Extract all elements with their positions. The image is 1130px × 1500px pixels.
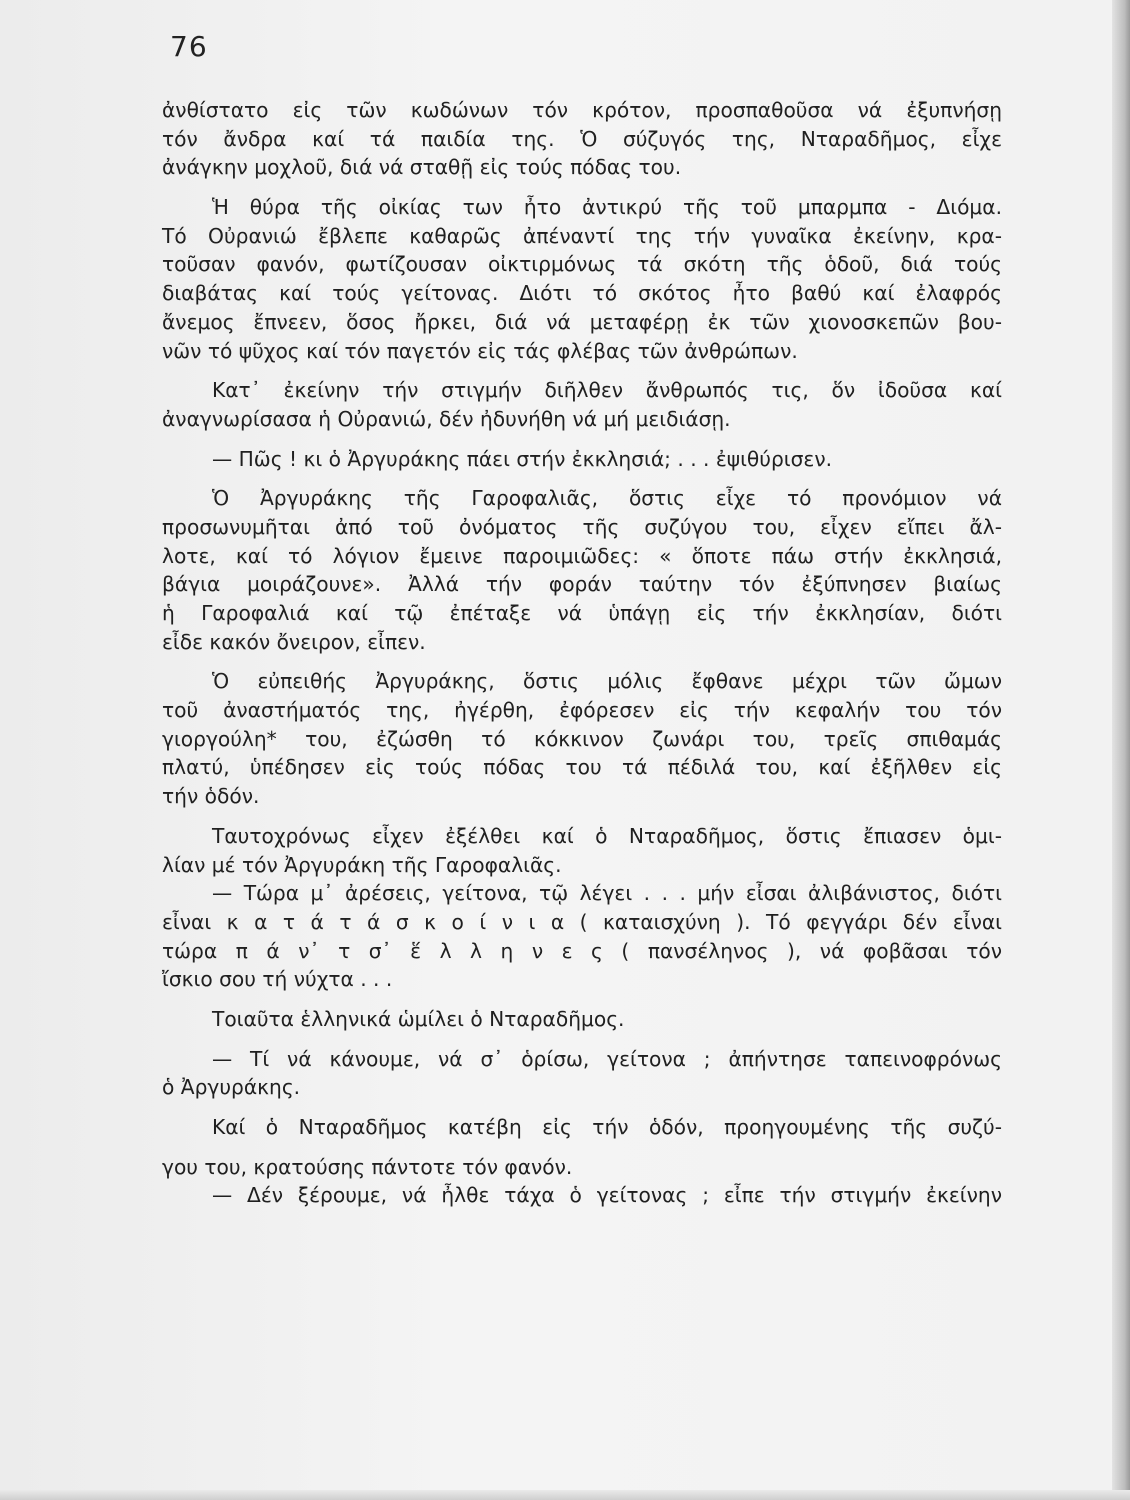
page-bottom-edge xyxy=(0,1490,1130,1500)
text-line: τήν ὁδόν. xyxy=(162,784,260,809)
text-line: τοῦ ἀναστήματός της, ἠγέρθη, ἐφόρεσεν εἰς τήν κεφαλήν του τόν xyxy=(162,698,1002,723)
text-line: ἀναγνωρίσασα ἡ Οὐρανιώ, δέν ἠδυνήθη νά μή μειδιάσῃ. xyxy=(162,406,731,431)
text-line: εἶναι κ α τ ά τ ά σ κ ο ί ν ι α ( καταισχύνη ). Τό φεγγάρι δέν εἶναι xyxy=(162,909,1002,934)
page-number: 76 xyxy=(170,30,208,63)
text-line: λίαν μέ τόν Ἀργυράκη τῆς Γαροφαλιᾶς. xyxy=(162,852,562,877)
text-line: Ταυτοχρόνως εἶχεν ἐξέλθει καί ὁ Νταραδῆμος, ὅστις ἔπιασεν ὁμι- xyxy=(212,823,1002,848)
text-line: ἴσκιο σου τή νύχτα . . . xyxy=(162,967,393,992)
text-line: τοῦσαν φανόν, φωτίζουσαν οἰκτιρμόνως τά σκότη τῆς ὁδοῦ, διά τούς xyxy=(162,252,1002,277)
text-line: εἶδε κακόν ὄνειρον, εἶπεν. xyxy=(162,629,426,654)
text-line: ὁ Ἀργυράκης. xyxy=(162,1075,301,1100)
text-line: γου του, κρατούσης πάντοτε τόν φανόν. xyxy=(162,1154,573,1179)
text-line: — Τί νά κάνουμε, νά σ᾽ ὁρίσω, γείτονα ; ἀπήντησε ταπεινοφρόνως xyxy=(212,1046,1002,1071)
text-line: Τό Οὐρανιώ ἔβλεπε καθαρῶς ἀπέναντί της τήν γυναῖκα ἐκείνην, κρα- xyxy=(162,223,1002,248)
paragraph-gap xyxy=(162,434,1002,445)
text-line: Κατ᾽ ἐκείνην τήν στιγμήν διῆλθεν ἄνθρωπός τις, ὅν ἰδοῦσα καί xyxy=(212,378,1002,403)
text-line: νῶν τό ψῦχος καί τόν παγετόν εἰς τάς φλέβας τῶν ἀνθρώπων. xyxy=(162,338,798,363)
paragraph-gap xyxy=(162,656,1002,667)
text-line: ἀνάγκην μοχλοῦ, διά νά σταθῇ εἰς τούς πόδας του. xyxy=(162,155,682,180)
paragraph-gap xyxy=(162,994,1002,1005)
text-line: διαβάτας καί τούς γείτονας. Διότι τό σκότος ἦτο βαθύ καί ἐλαφρός xyxy=(162,281,1002,306)
text-line: τόν ἄνδρα καί τά παιδία της. Ὁ σύζυγός της, Νταραδῆμος, εἶχε xyxy=(162,126,1002,151)
paragraph-gap xyxy=(162,1034,1002,1045)
text-line: Ὁ Ἀργυράκης τῆς Γαροφαλιᾶς, ὅστις εἶχε τό προνόμιον νά xyxy=(212,486,1002,511)
text-line: Καί ὁ Νταραδῆμος κατέβη εἰς τήν ὁδόν, προηγουμένης τῆς συζύ- xyxy=(212,1115,1002,1139)
text-line: βάγια μοιράζουνε». Ἀλλά τήν φοράν ταύτην τόν ἐξύπνησεν βιαίως xyxy=(162,572,1002,597)
text-line: ἀνθίστατο εἰς τῶν κωδώνων τόν κρότον, προσπαθοῦσα νά ἐξυπνήσῃ xyxy=(162,98,1002,122)
text-line: τώρα π ά ν᾽ τ σ᾽ ἕ λ λ η ν ε ς ( πανσέληνος ), νά φοβᾶσαι τόν xyxy=(162,938,1002,963)
text-line: πλατύ, ὑπέδησεν εἰς τούς πόδας του τά πέδιλά του, καί ἐξῆλθεν εἰς xyxy=(162,755,1002,780)
paragraph-gap xyxy=(162,1142,1002,1153)
text-line: προσωνυμῆται ἀπό τοῦ ὀνόματος τῆς συζύγου του, εἶχεν εἴπει ἄλ- xyxy=(162,514,1002,539)
text-line: γιοργούλη* του, ἐζώσθη τό κόκκινον ζωνάρι του, τρεῖς σπιθαμάς xyxy=(162,726,1002,751)
text-line: Ὁ εὐπειθής Ἀργυράκης, ὅστις μόλις ἔφθανε μέχρι τῶν ὤμων xyxy=(212,669,1002,694)
text-line: Ἡ θύρα τῆς οἰκίας των ἦτο ἀντικρύ τῆς τοῦ μπαρμπα - Διόμα. xyxy=(212,195,1002,220)
text-line: Τοιαῦτα ἑλληνικά ὡμίλει ὁ Νταραδῆμος. xyxy=(212,1006,625,1031)
paragraph-gap xyxy=(162,365,1002,376)
paragraph-gap xyxy=(162,811,1002,822)
paragraph-gap xyxy=(162,473,1002,484)
page-edge-shadow xyxy=(1112,0,1130,1500)
text-line: ἄνεμος ἔπνεεν, ὅσος ἤρκει, διά νά μεταφέρῃ ἐκ τῶν χιονοσκεπῶν βου- xyxy=(162,309,1002,334)
text-line: — Τώρα μ᾽ ἀρέσεις, γείτονα, τῷ λέγει . . . μήν εἶσαι ἀλιβάνιστος, διότι xyxy=(212,881,1002,906)
paragraph-gap xyxy=(162,182,1002,193)
text-line: — Πῶς ! κι ὁ Ἀργυράκης πάει στήν ἐκκλησιά; . . . ἐψιθύρισεν. xyxy=(212,446,833,471)
text-line: — Δέν ξέρουμε, νά ἦλθε τάχα ὁ γείτονας ; εἶπε τήν στιγμήν ἐκείνην xyxy=(212,1183,1002,1208)
text-line: λοτε, καί τό λόγιον ἔμεινε παροιμιῶδες: « ὅποτε πάω στήν ἐκκλησιά, xyxy=(162,543,1002,568)
paragraph-gap xyxy=(162,1102,1002,1113)
text-line: ἡ Γαροφαλιά καί τῷ ἐπέταξε νά ὑπάγῃ εἰς τήν ἐκκλησίαν, διότι xyxy=(162,601,1002,625)
body-text xyxy=(162,96,1002,1210)
